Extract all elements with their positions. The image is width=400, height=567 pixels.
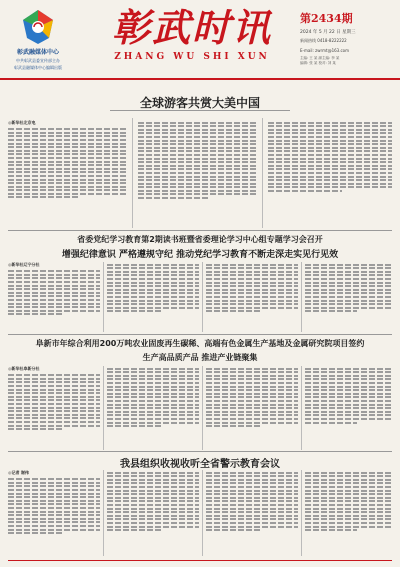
column-rule [301,470,302,556]
column-rule [262,118,263,228]
section-divider [8,451,392,452]
title-block [92,6,292,62]
issue-number [300,10,392,26]
column-rule [202,366,203,450]
issue-block [300,10,392,66]
article-3-col-3 [206,366,298,450]
column-rule [103,262,104,332]
article-4-headline: 我县组织收视收听全省警示教育会议 [120,459,280,470]
issue-date: 2024 年 5 月 22 日 星期三 [300,30,356,35]
article-2-subhead: 省委党纪学习教育第2期读书班暨省委理论学习中心组专题学习会召开 [77,235,323,244]
logo-sub-1: 中共彰武县委宣传部主办 [16,58,60,63]
article-1-byline: ◎新华社北京电 [8,120,36,125]
article-3-col-1 [8,366,100,450]
article-3-headline: 阜新市年综合利用200万吨农业固废再生碳稀、高端有色金属生产基地及金属研究院项目签约 [35,339,365,348]
article-1-col-1 [8,120,128,228]
newspaper-title: 彰武时讯 [111,5,272,50]
section-divider [8,334,392,335]
article-2-headline: 增强纪律意识 严格遵规守纪 推动党纪学习教育不断走深走实见行见效 [61,250,339,260]
column-rule [103,366,104,450]
editor-line-2: 编辑: 张 某 校对: 刘 某 [300,61,336,65]
headline-rule [110,110,290,111]
article-1-headline: 全球游客共赏大美中国 [139,96,260,110]
newspaper-pinyin: ZHANG WU SHI XUN [114,52,270,62]
footer-rule [8,560,392,561]
article-3-subhead: 生产高品质产品 推进产业链聚集 [142,353,258,362]
logo-icon [19,8,57,46]
article-3-byline: ◎新华社阜新分社 [8,366,40,371]
column-rule [202,470,203,556]
column-rule [132,118,133,228]
article-2-col-3 [206,262,298,332]
news-hotline: 新闻热线 0418-8222222 [300,38,347,43]
column-rule [301,366,302,450]
section-divider [8,230,392,231]
article-4-col-4 [305,470,392,556]
logo-sub-2: 彰武县融媒体中心编辑出版 [14,65,62,70]
article-2-byline: ◎新华社辽宁分社 [8,262,40,267]
issue-prefix: 第 [300,12,311,25]
article-2-col-1 [8,262,100,332]
issue-suffix: 期 [341,12,353,25]
article-4-col-1 [8,470,100,556]
article-1-col-2 [138,120,258,228]
article-4-col-2 [107,470,199,556]
column-rule [103,470,104,556]
article-2-col-2 [107,262,199,332]
article-2-col-4 [305,262,392,332]
logo [10,8,66,70]
article-3-col-2 [107,366,199,450]
issue-number-value: 2434 [311,12,342,25]
article-4-col-3 [206,470,298,556]
column-rule [202,262,203,332]
article-1-col-3 [268,120,392,228]
editor-table [300,56,392,66]
column-rule [301,262,302,332]
article-4-byline: ◎记者 谢伟 [8,470,29,475]
masthead [0,0,400,80]
email: E-mail: zwrmt@163.com [300,48,350,53]
editor-line-1: 主编: 王 某 副主编: 李 某 [300,56,340,60]
article-3-col-4 [305,366,392,450]
logo-name: 彰武融媒体中心 [16,49,59,56]
